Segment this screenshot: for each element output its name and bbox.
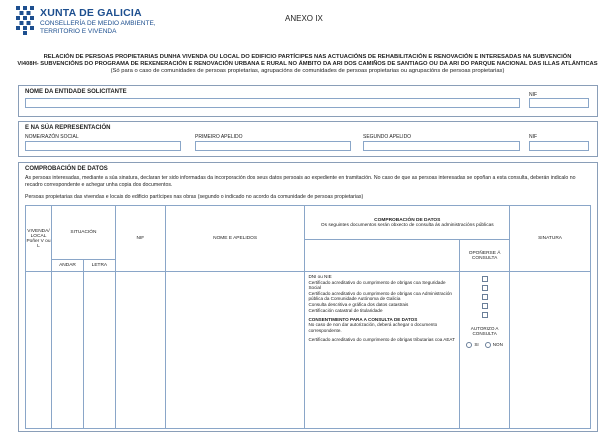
doc-dni: DNI ou NIE <box>308 274 332 279</box>
oppose-dni-checkbox[interactable] <box>482 276 488 282</box>
entity-nif-label: NIF <box>529 92 538 98</box>
entity-name-field[interactable] <box>25 98 520 108</box>
entity-nif-field[interactable] <box>529 98 589 108</box>
title-line-3: (Só para o caso de comunidades de persoas propietarias, agrupacións de comunidades de persoas propietarias ou agrupacións de persoas propietarias) <box>110 68 505 74</box>
representation-section <box>18 121 598 157</box>
col-check-subtitle: Os seguintes documentos serán obxecto de consulta ás administracións públicas <box>320 222 494 228</box>
rep-surname2-field[interactable] <box>363 141 520 151</box>
owners-line: Persoas propietarias das vivendas e locais do edificio partícipes nas obras (segundo o indicado no acordo da comunidade de persoas propietarias) <box>25 194 364 200</box>
representation-title: E NA SÚA REPRESENTACIÓN <box>25 125 111 131</box>
department-name: CONSELLERÍA DE MEDIO AMBIENTE, TERRITORIO E VIVENDA <box>40 20 156 35</box>
xunta-logo <box>16 6 186 50</box>
consent-title: CONSENTIMENTO PARA A CONSULTA DE DATOS <box>308 317 418 323</box>
nif-cell[interactable] <box>115 272 165 429</box>
col-signature-header: SINATURA <box>510 206 591 272</box>
yes-label: SI <box>474 342 479 348</box>
oppose-social-security-checkbox[interactable] <box>482 285 488 291</box>
authorize-no-option[interactable] <box>485 342 503 348</box>
oppose-galicia-admin-checkbox[interactable] <box>482 294 488 300</box>
col-floor-header: ANDAR <box>51 260 83 272</box>
name-cell[interactable] <box>165 272 305 429</box>
documents-cell <box>305 272 460 429</box>
data-check-section <box>18 162 598 432</box>
oppose-cadastral-data-checkbox[interactable] <box>482 303 488 309</box>
col-documents-header <box>305 240 460 272</box>
data-check-title: COMPROBACIÓN DE DATOS <box>25 166 108 172</box>
xunta-shield-icon <box>16 6 34 36</box>
no-label: NON <box>492 342 503 348</box>
doc-tax-aeat: Certificado acreditativo do cumprimento de obrigas tributarias coa AEAT <box>308 337 455 343</box>
table-row <box>26 272 591 429</box>
brand-name: XUNTA DE GALICIA <box>40 7 142 19</box>
dwelling-cell[interactable] <box>26 272 52 429</box>
col-situation-header: SITUACIÓN <box>51 206 115 260</box>
entity-name-label: NOME DA ENTIDADE SOLICITANTE <box>25 89 127 95</box>
oppose-cadastral-ownership-checkbox[interactable] <box>482 312 488 318</box>
rep-name-field[interactable] <box>25 141 181 151</box>
col-letter-header: LETRA <box>83 260 115 272</box>
title-line-1: RELACIÓN DE PERSOAS PROPIETARIAS DUNHA VIVENDA OU LOCAL DO EDIFICIO PARTÍCIPES NAS ACTUACIÓNS DE REHABILITACIÓN E RENOVACIÓN E INTERESADAS NA SUBVENCIÓN <box>43 54 572 60</box>
annex-label: ANEXO IX <box>285 14 323 23</box>
title-line-2: VI408H- SUBVENCIÓNS DO PROGRAMA DE REXENERACIÓN E RENOVACIÓN URBANA E RURAL NO ÁMBITO DA ARI DOS CAMIÑOS DE SANTIAGO OU DA ARI DO PARQUE NACIONAL DAS ILLAS ATLÁNTICAS <box>17 61 598 67</box>
col-oppose-header: OPOÑERSE Á CONSULTA <box>460 240 510 272</box>
rep-name-label: NOME/RAZÓN SOCIAL <box>25 134 79 140</box>
col-dwelling-header: VIVENDA/ LOCAL Poñer V ou L <box>26 206 52 272</box>
doc-cadastral-ownership: Certificación catastral de titularidade <box>308 307 383 313</box>
floor-cell[interactable] <box>51 272 83 429</box>
col-check-header <box>305 206 510 240</box>
form-title <box>0 54 615 75</box>
rep-nif-label: NIF <box>529 134 538 140</box>
col-check-title: COMPROBACIÓN DE DATOS <box>374 217 441 223</box>
col-name-header: NOME E APELIDOS <box>165 206 305 272</box>
doc-cadastral-data: Consulta descritiva e gráfica dos datos catastrais <box>308 301 409 307</box>
rep-nif-field[interactable] <box>529 141 589 151</box>
signature-cell[interactable] <box>510 272 591 429</box>
data-check-paragraph: As persoas interesadas, mediante a súa sinatura, declaran ter sido informadas da incorporación dos seus datos persoais ao expediente en tramitación. No caso de que as persoas interesadas se opoñan a esta consulta, deberán indicalo no recadro correspondente e achegar unha copia dos documentos. <box>25 175 576 188</box>
no-radio[interactable] <box>485 342 491 348</box>
authorize-label: AUTORIZO A CONSULTA <box>470 326 499 336</box>
doc-social-security: Certificado acreditativo do cumprimento de obrigas coa Seguridade Social <box>308 279 446 291</box>
rep-surname1-field[interactable] <box>195 141 351 151</box>
owners-table <box>25 205 591 429</box>
yes-radio[interactable] <box>466 342 472 348</box>
authorize-yes-option[interactable] <box>466 342 478 348</box>
entity-section <box>18 85 598 117</box>
letter-cell[interactable] <box>83 272 115 429</box>
doc-galicia-admin: Certificado acreditativo do cumprimento de obrigas coa Administración pública da Comunidade Autónoma de Galicia <box>308 290 452 302</box>
oppose-cell <box>460 272 510 429</box>
col-nif-header: NIF <box>115 206 165 272</box>
authorize-radio-group <box>460 342 509 348</box>
rep-surname1-label: PRIMEIRO APELIDO <box>195 134 243 140</box>
rep-surname2-label: SEGUNDO APELIDO <box>363 134 412 140</box>
consent-text: No caso de non dar autorización, deberá achegar o documento correspondente. <box>308 322 438 333</box>
